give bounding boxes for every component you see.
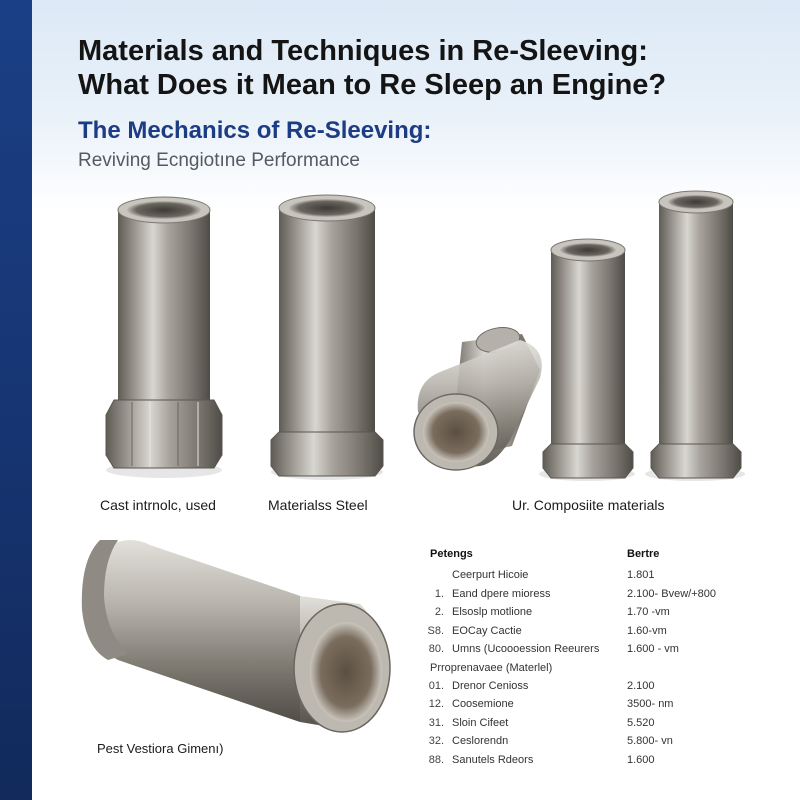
row-value: 1.600 - vm <box>627 643 679 655</box>
table-row <box>418 677 758 696</box>
row-property: Sanutels Rdeors <box>452 753 534 766</box>
row-value: 2.100 <box>627 679 655 692</box>
table-row <box>418 566 758 585</box>
row-property: EOCay Cactie <box>452 624 522 637</box>
title-line-1: Materials and Techniques in Re-Sleeving: <box>78 35 648 67</box>
table-row <box>418 714 758 733</box>
row-number: S8. <box>427 624 444 637</box>
row-number: 88. <box>428 753 444 766</box>
table-header <box>418 546 758 562</box>
row-property: Sloin Cifeet <box>452 716 509 729</box>
section-subtitle: The Mechanics of Re-Sleeving: <box>78 117 432 144</box>
table-row <box>418 695 758 714</box>
row-value: 5.800- vn <box>627 735 673 747</box>
materials-table <box>418 546 758 769</box>
row-value: 3500- nm <box>627 698 674 710</box>
row-number: 1. <box>434 587 444 600</box>
composite-sleeve-tilted-image <box>414 324 542 470</box>
row-number: 01. <box>428 679 444 692</box>
row-property: Coosemione <box>452 698 514 710</box>
row-number: 32. <box>428 735 444 747</box>
cast-sleeve-image <box>106 197 222 478</box>
composite-sleeve-medium-image <box>539 239 635 481</box>
table-row <box>418 585 758 604</box>
title-line-2: What Does it Mean to Re Sleep an Engine? <box>78 69 667 101</box>
section-label: Prroprenavaee (Materlel) <box>430 661 553 674</box>
steel-sleeve-image <box>271 195 383 480</box>
row-value: 1.600 <box>627 753 655 766</box>
row-number: 80. <box>428 643 444 655</box>
caption-large-sleeve: Pest Vestiora Gimenı) <box>97 741 224 756</box>
table-section-heading <box>418 659 758 677</box>
row-number: 2. <box>434 606 444 618</box>
row-value: 1.70 -vm <box>627 606 670 618</box>
row-number: 31. <box>428 716 444 729</box>
row-property: Elsoslp motlione <box>452 606 533 618</box>
row-value: 1.801 <box>627 569 655 581</box>
caption-cast-iron: Cast intrnolc, used <box>100 497 216 513</box>
large-sleeve-image <box>82 540 390 732</box>
row-property: Drenor Cenioss <box>452 679 529 692</box>
table-header-property: Petengs <box>430 548 473 560</box>
table-row <box>418 732 758 751</box>
row-property: Umns (Ucoooession Reeurers <box>452 643 600 655</box>
row-property: Eand dpere mioress <box>452 587 551 600</box>
table-row <box>418 640 758 659</box>
caption-composite: Ur. Composiite materials <box>512 497 665 513</box>
row-value: 5.520 <box>627 716 655 729</box>
row-property: Ceslorendn <box>452 735 509 747</box>
row-value: 1.60-vm <box>627 624 667 637</box>
row-value: 2.100- Bvew/+800 <box>627 587 716 600</box>
tagline: Reviving Ecngiotıne Performance <box>78 150 360 171</box>
table-row <box>418 622 758 641</box>
table-row <box>418 603 758 622</box>
table-header-value: Bertre <box>627 548 660 560</box>
table-row <box>418 751 758 770</box>
caption-steel: Materialss Steel <box>268 497 368 513</box>
row-number: 12. <box>428 698 444 710</box>
composite-sleeve-tall-image <box>645 191 745 481</box>
row-property: Ceerpurt Hicoie <box>452 569 529 581</box>
